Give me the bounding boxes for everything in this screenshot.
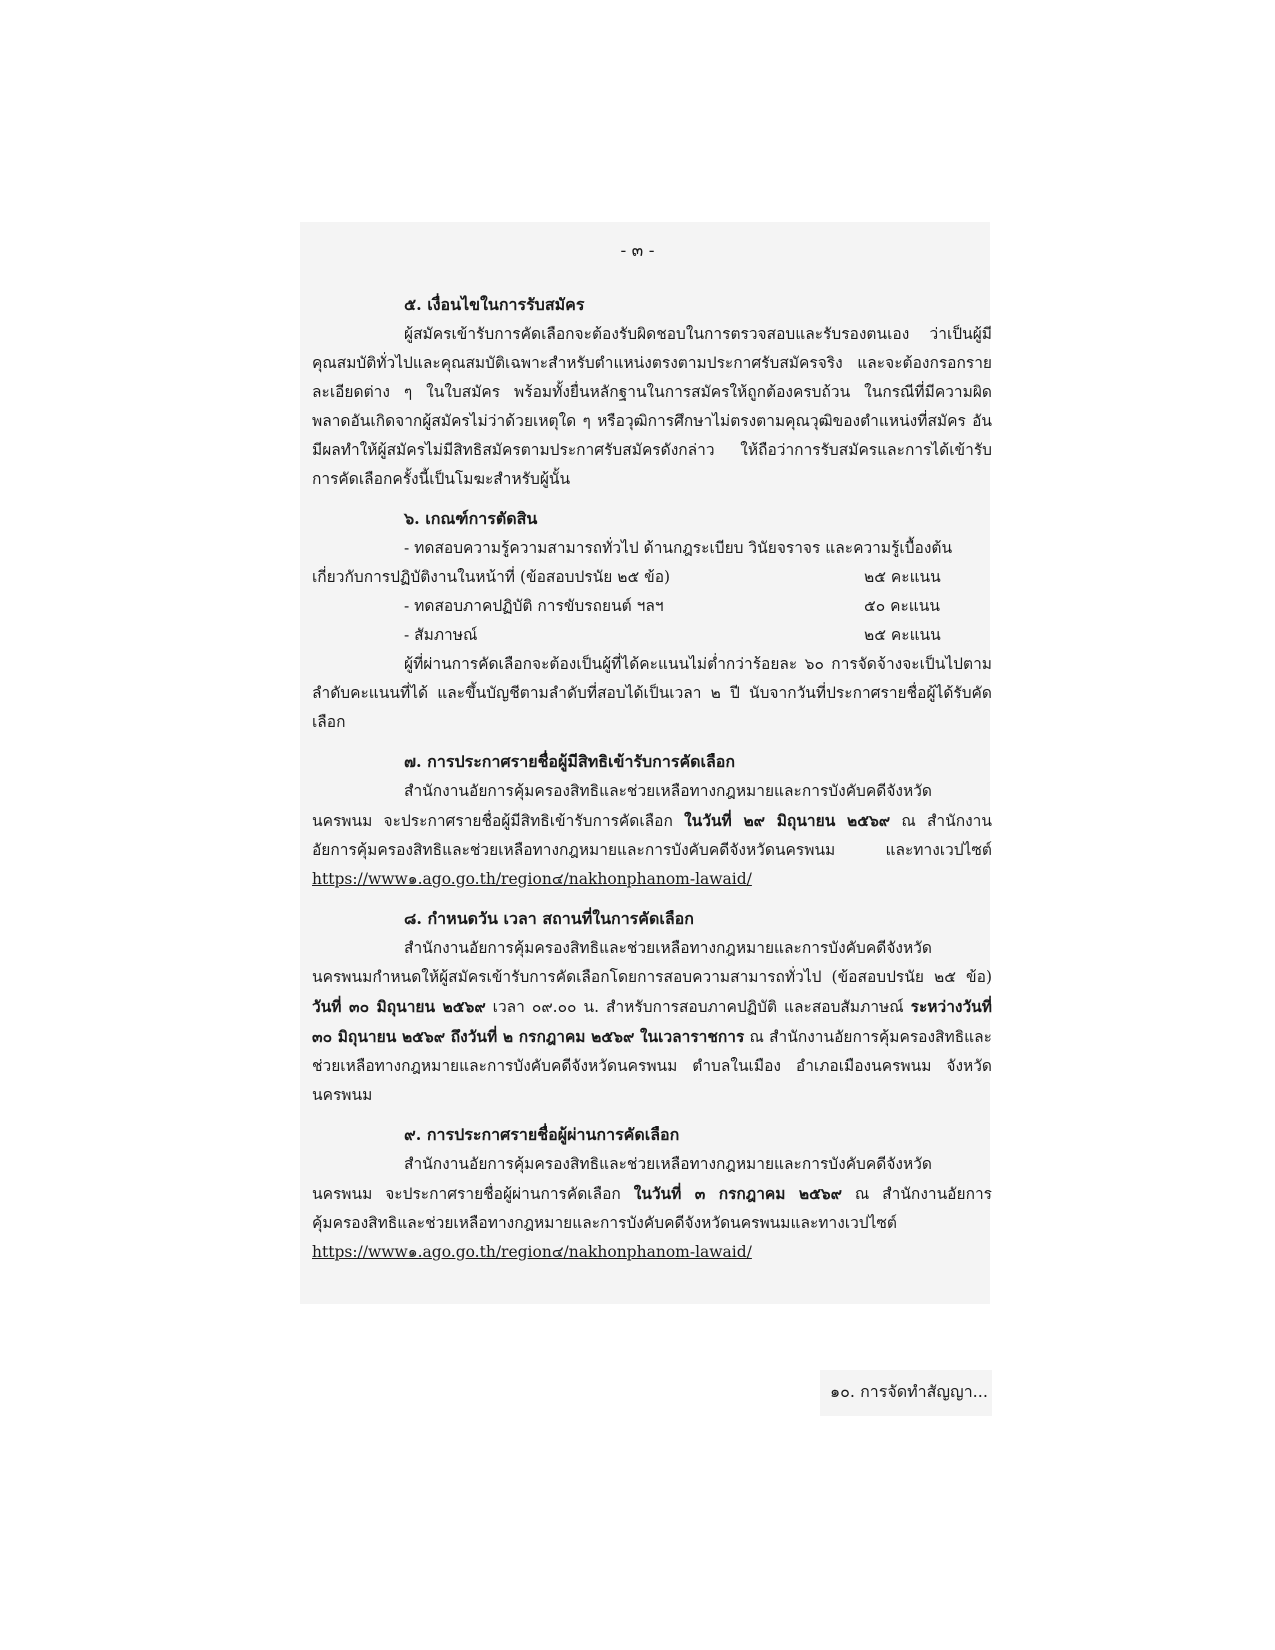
section-9-heading: ๙. การประกาศรายชื่อผู้ผ่านการคัดเลือก	[404, 1125, 680, 1144]
criteria-item-3: - สัมภาษณ์	[404, 626, 478, 644]
criteria-item-1-line2: เกี่ยวกับการปฏิบัติงานในหน้าที่ (ข้อสอบปรนัย ๒๕ ข้อ)	[312, 568, 671, 586]
criteria-item-2-row	[312, 592, 992, 621]
criteria-item-2-points: ๕๐ คะแนน	[864, 597, 940, 615]
page-number: - ๓ -	[620, 241, 655, 261]
section-9-body	[312, 1150, 992, 1267]
section-5-body: ผู้สมัครเข้ารับการคัดเลือกจะต้องรับผิดชอบในการตรวจสอบและรับรองตนเอง ว่าเป็นผู้มีคุณสมบัติทั่วไปและคุณสมบัติเฉพาะสำหรับตำแหน่งตรงตามประกาศรับสมัครจริง และจะต้องกรอกรายละเอียดต่าง ๆ ในใบสมัคร พร้อมทั้งยื่นหลักฐานในการสมัครให้ถูกต้องครบถ้วน ในกรณีที่มีความผิดพลาดอันเกิดจากผู้สมัครไม่ว่าด้วยเหตุใด ๆ หรือวุฒิการศึกษาไม่ตรงตามคุณวุฒิของตำแหน่งที่สมัคร อันมีผลทำให้ผู้สมัครไม่มีสิทธิสมัครตามประกาศรับสมัครดังกล่าว ให้ถือว่าการรับสมัครและการได้เข้ารับการคัดเลือกครั้งนี้เป็นโมฆะสำหรับผู้นั้น	[312, 325, 992, 488]
criteria-item-1-row	[312, 563, 992, 592]
section-7-text-b: ณ สำนักงานอัยการคุ้มครองสิทธิและช่วยเหลือทางกฎหมายและการบังคับคดีจังหวัดนครพนม และทางเวปไซต์	[312, 812, 992, 859]
section-8-heading: ๘. กำหนดวัน เวลา สถานที่ในการคัดเลือก	[404, 909, 694, 928]
criteria-item-3-points: ๒๕ คะแนน	[864, 626, 941, 644]
section-6-heading: ๖. เกณฑ์การตัดสิน	[404, 509, 538, 528]
section-7-text-a: สำนักงานอัยการคุ้มครองสิทธิและช่วยเหลือทางกฎหมายและการบังคับคดีจังหวัดนครพนม จะประกาศรายชื่อผู้มีสิทธิเข้ารับการคัดเลือก	[312, 782, 932, 830]
section-9-website-link[interactable]: https://www๑.ago.go.th/region๔/nakhonphanom-lawaid/	[312, 1243, 752, 1261]
document-body	[312, 290, 992, 1277]
section-8-text-c: ณ สำนักงานอัยการคุ้มครองสิทธิและช่วยเหลือทางกฎหมายและการบังคับคดีจังหวัดนครพนม ตำบลในเมือง อำเภอเมืองนครพนม จังหวัดนครพนม	[312, 1028, 992, 1104]
section-7-heading: ๗. การประกาศรายชื่อผู้มีสิทธิเข้ารับการคัดเลือก	[404, 752, 736, 771]
section-9-date: ในวันที่ ๓ กรกฎาคม ๒๕๖๙	[633, 1184, 842, 1203]
section-5-heading: ๕. เงื่อนไขในการรับสมัคร	[404, 295, 585, 314]
section-8	[312, 904, 992, 1110]
criteria-item-1-points: ๒๕ คะแนน	[864, 568, 941, 586]
section-8-text-a: สำนักงานอัยการคุ้มครองสิทธิและช่วยเหลือทางกฎหมายและการบังคับคดีจังหวัดนครพนมกำหนดให้ผู้สมัครเข้ารับการคัดเลือกโดยการสอบความสามารถทั่วไป (ข้อสอบปรนัย ๒๕ ข้อ)	[312, 939, 992, 986]
section-8-date-2: ระหว่างวันที่ ๓๐ มิถุนายน ๒๕๖๙ ถึงวันที่ ๒ กรกฎาคม ๒๕๖๙ ในเวลาราชการ	[312, 997, 992, 1046]
section-7-body	[312, 777, 992, 894]
section-6-body: ผู้ที่ผ่านการคัดเลือกจะต้องเป็นผู้ที่ได้คะแนนไม่ต่ำกว่าร้อยละ ๖๐ การจัดจ้างจะเป็นไปตามลำดับคะแนนที่ได้ และขึ้นบัญชีตามลำดับที่สอบได้เป็นเวลา ๒ ปี นับจากวันที่ประกาศรายชื่อผู้ได้รับคัดเลือก	[312, 655, 992, 731]
section-7	[312, 747, 992, 894]
next-page-hint: ๑๐. การจัดทำสัญญา...	[830, 1382, 988, 1401]
section-9-text-a: สำนักงานอัยการคุ้มครองสิทธิและช่วยเหลือทางกฎหมายและการบังคับคดีจังหวัดนครพนม จะประกาศรายชื่อผู้ผ่านการคัดเลือก	[312, 1155, 932, 1203]
criteria-item-1-line1: - ทดสอบความรู้ความสามารถทั่วไป ด้านกฎระเบียบ วินัยจราจร และความรู้เบื้องต้น	[404, 539, 953, 557]
section-5	[312, 290, 992, 494]
section-9	[312, 1120, 992, 1267]
section-8-date-1: วันที่ ๓๐ มิถุนายน ๒๕๖๙	[312, 997, 486, 1016]
section-7-website-link[interactable]: https://www๑.ago.go.th/region๔/nakhonphanom-lawaid/	[312, 870, 752, 888]
section-6	[312, 504, 992, 737]
section-7-date: ในวันที่ ๒๙ มิถุนายน ๒๕๖๙	[684, 811, 891, 830]
section-9-text-b: ณ สำนักงานอัยการคุ้มครองสิทธิและช่วยเหลือทางกฎหมายและการบังคับคดีจังหวัดนครพนมและทางเวปไซต์	[312, 1185, 992, 1232]
criteria-item-2: - ทดสอบภาคปฏิบัติ การขับรถยนต์ ฯลฯ	[404, 597, 664, 615]
section-8-body	[312, 934, 992, 1110]
section-8-text-b: เวลา ๐๙.๐๐ น. สำหรับการสอบภาคปฏิบัติ และสอบสัมภาษณ์	[485, 998, 911, 1016]
criteria-item-3-row	[312, 621, 992, 650]
